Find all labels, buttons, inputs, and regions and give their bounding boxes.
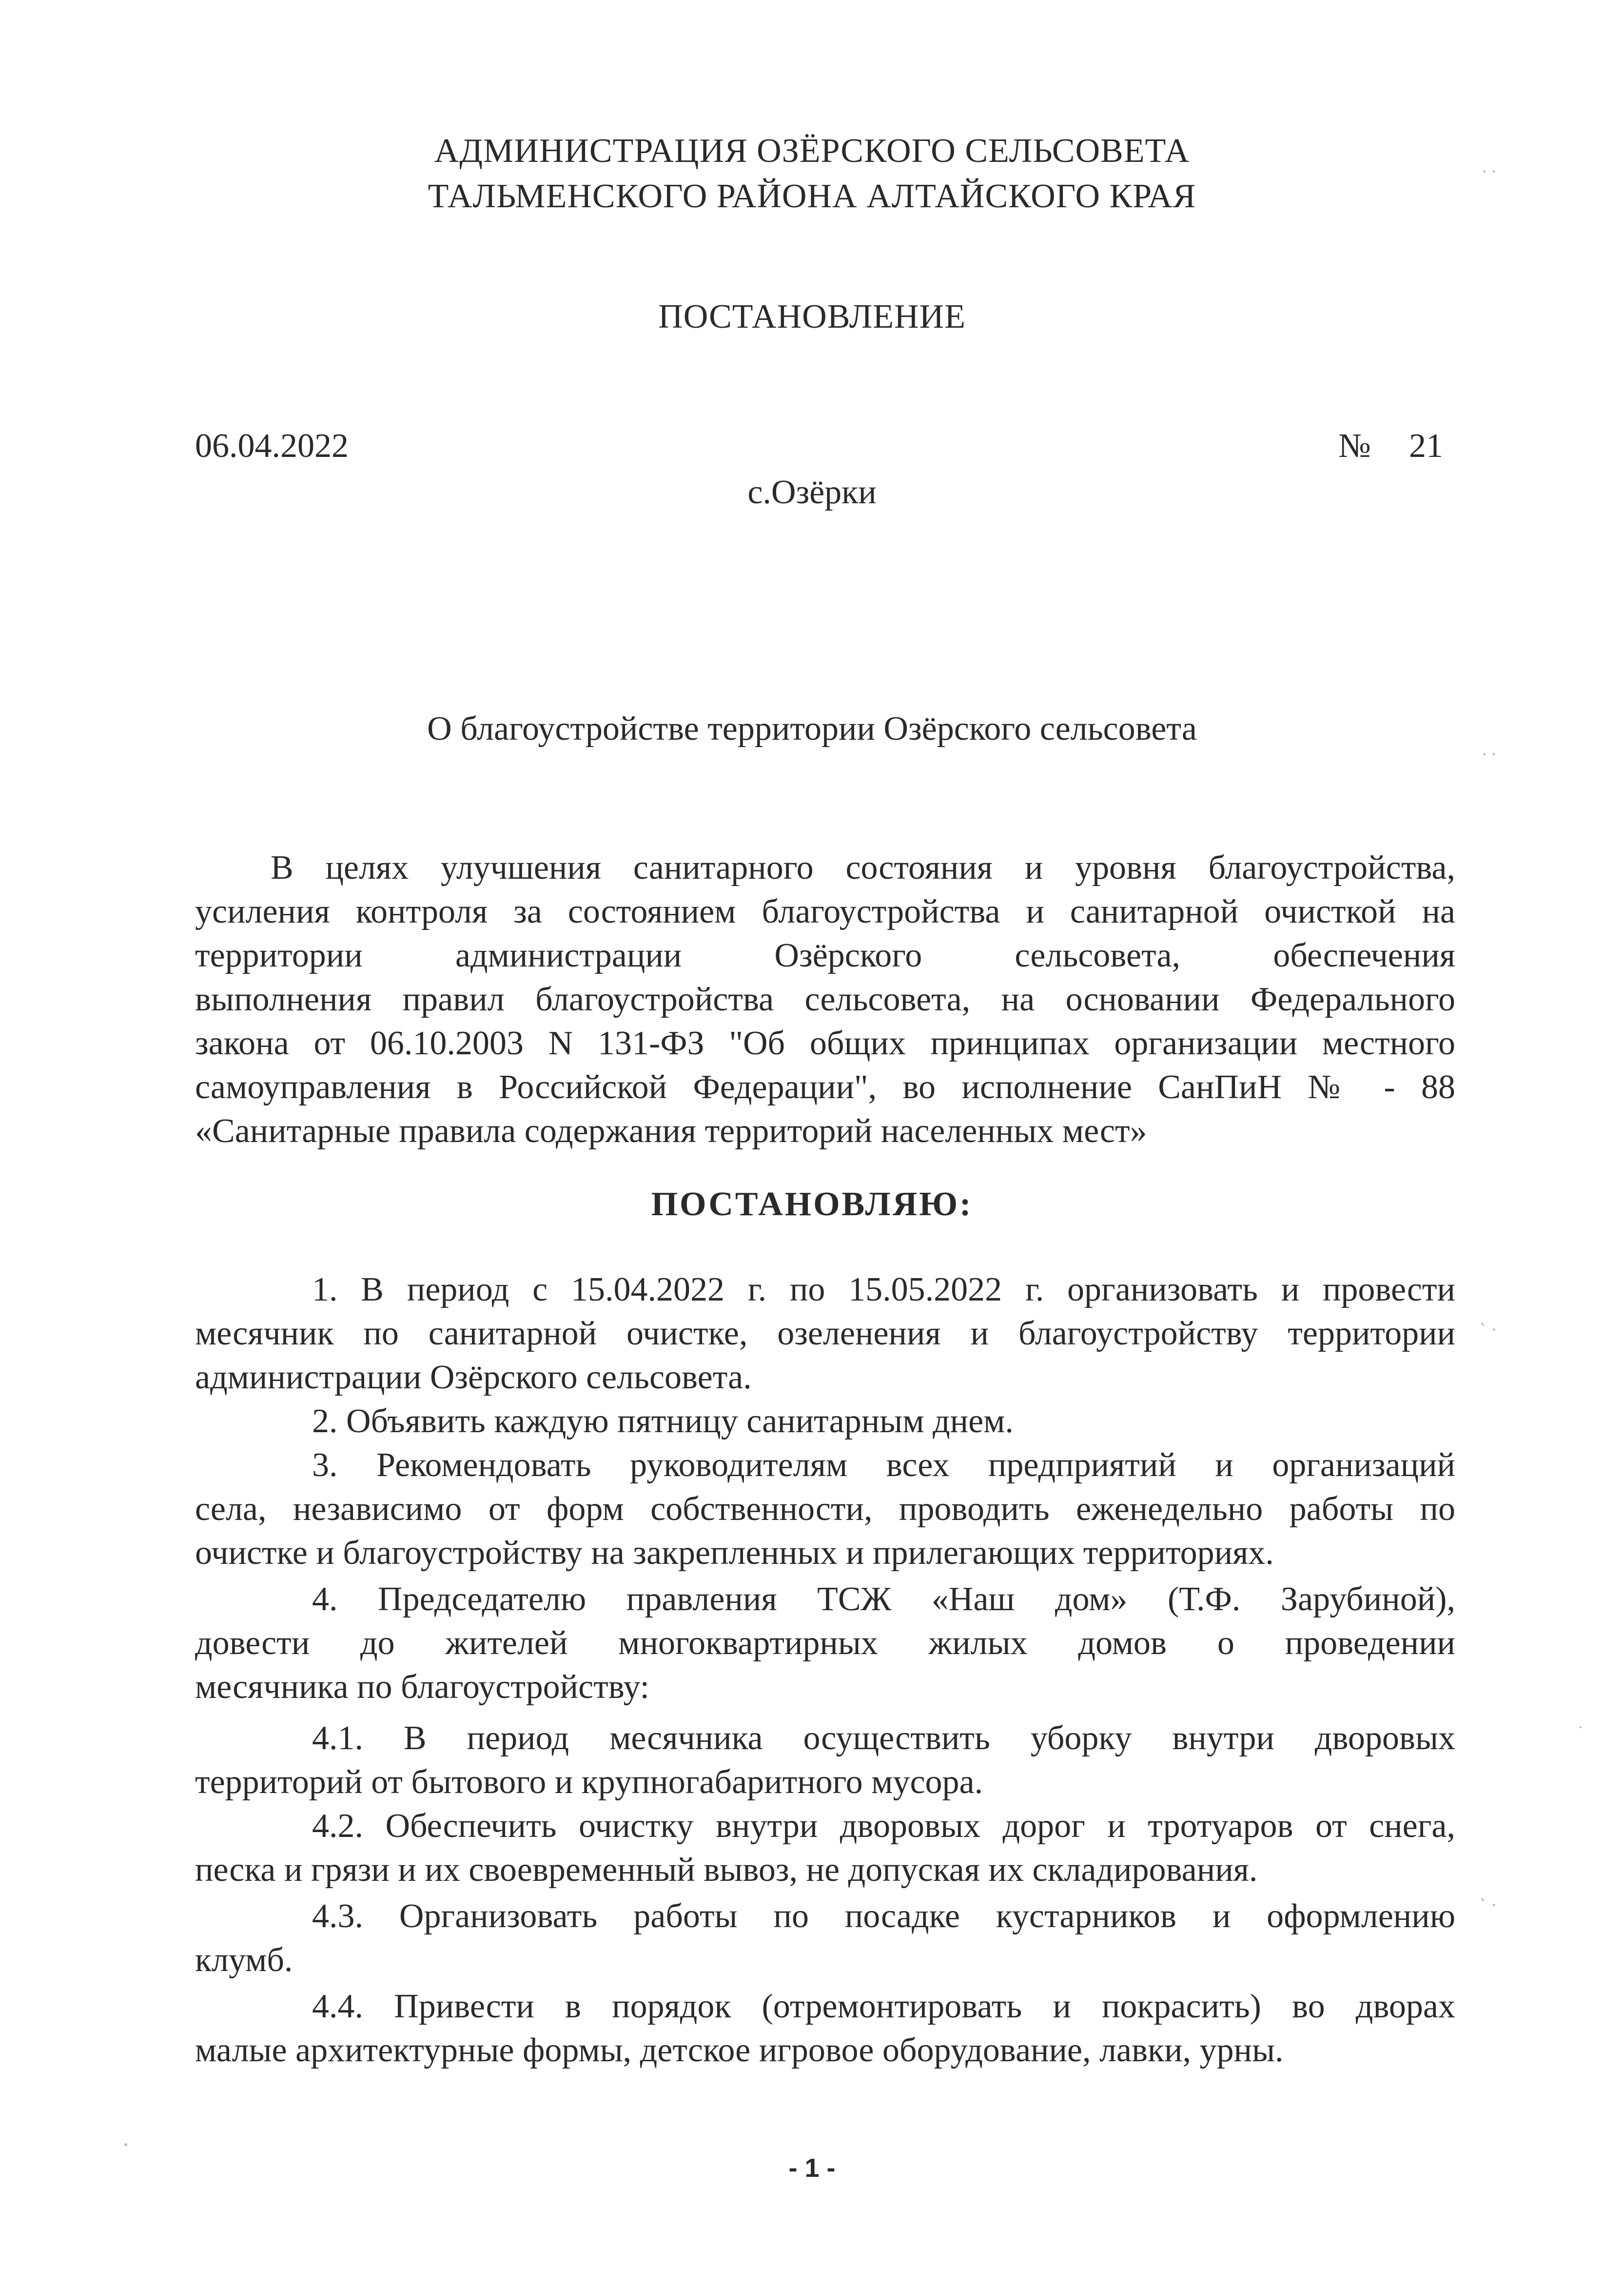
item-4-1-line: 4.1. В период месячника осуществить уборку внутри дворовых bbox=[312, 1719, 1455, 1757]
item-4-3-line: клумб. bbox=[195, 1941, 293, 1979]
item-4-2-line: песка и грязи и их своевременный вывоз, не допуская их складирования. bbox=[195, 1851, 1258, 1889]
scan-artifact: · · bbox=[1482, 163, 1496, 180]
item-4-line: 4. Председателю правления ТСЖ «Наш дом» (Т.Ф. Зарубиной), bbox=[312, 1580, 1455, 1618]
scan-speck bbox=[124, 2143, 127, 2146]
preamble-line: выполнения правил благоустройства сельсовета, на основании Федерального bbox=[195, 981, 1455, 1018]
page-number: - 1 - bbox=[788, 2153, 836, 2183]
item-4-2-line: 4.2. Обеспечить очистку внутри дворовых дорог и тротуаров от снега, bbox=[312, 1807, 1455, 1845]
org-name-line-1: АДМИНИСТРАЦИЯ ОЗЁРСКОГО СЕЛЬСОВЕТА bbox=[434, 132, 1190, 170]
item-4-1-line: территорий от бытового и крупногабаритного мусора. bbox=[195, 1763, 983, 1801]
item-4-4-line: 4.4. Привести в порядок (отремонтировать и покрасить) во дворах bbox=[312, 1988, 1455, 2025]
document-place: с.Озёрки bbox=[747, 474, 877, 511]
preamble-line: «Санитарные правила содержания территорий населенных мест» bbox=[195, 1112, 1147, 1150]
scan-artifact: ` · bbox=[1480, 1322, 1497, 1339]
item-1-line: администрации Озёрского сельсовета. bbox=[195, 1359, 752, 1396]
item-2: 2. Объявить каждую пятницу санитарным днем. bbox=[312, 1402, 1014, 1440]
resolve-heading: ПОСТАНОВЛЯЮ: bbox=[651, 1185, 973, 1223]
item-3-line: 3. Рекомендовать руководителям всех предприятий и организаций bbox=[312, 1446, 1455, 1484]
item-1-line: месячник по санитарной очистке, озеленения и благоустройству территории bbox=[195, 1315, 1455, 1352]
preamble-line: закона от 06.10.2003 N 131-ФЗ "Об общих принципах организации местного bbox=[195, 1025, 1455, 1062]
document-date: 06.04.2022 bbox=[195, 427, 349, 465]
scan-speck bbox=[1580, 1726, 1582, 1728]
org-name-line-2: ТАЛЬМЕНСКОГО РАЙОНА АЛТАЙСКОГО КРАЯ bbox=[428, 178, 1196, 215]
item-4-4-line: малые архитектурные формы, детское игровое оборудование, лавки, урны. bbox=[195, 2032, 1284, 2069]
document-title: О благоустройстве территории Озёрского сельсовета bbox=[427, 710, 1197, 748]
item-4-line: месячника по благоустройству: bbox=[195, 1668, 649, 1706]
item-4-line: довести до жителей многоквартирных жилых домов о проведении bbox=[195, 1624, 1455, 1662]
document-number: 21 bbox=[1409, 427, 1443, 465]
item-1-line: 1. В период с 15.04.2022 г. по 15.05.2022 г. организовать и провести bbox=[312, 1271, 1455, 1308]
scan-artifact: ` · bbox=[1480, 1897, 1497, 1914]
document-type: ПОСТАНОВЛЕНИЕ bbox=[658, 298, 966, 335]
preamble-line: В целях улучшения санитарного состояния и уровня благоустройства, bbox=[271, 849, 1455, 887]
scan-artifact: · · bbox=[1482, 746, 1496, 763]
item-3-line: села, независимо от форм собственности, проводить еженедельно работы по bbox=[195, 1490, 1455, 1528]
preamble-line: территории администрации Озёрского сельсовета, обеспечения bbox=[195, 937, 1455, 974]
document-number-sign: № bbox=[1338, 427, 1371, 465]
preamble-line: самоуправления в Российской Федерации", во исполнение СанПиН № - 88 bbox=[195, 1068, 1455, 1106]
item-3-line: очистке и благоустройству на закрепленных и прилегающих территориях. bbox=[195, 1534, 1274, 1572]
preamble-line: усиления контроля за состоянием благоустройства и санитарной очисткой на bbox=[195, 893, 1455, 930]
item-4-3-line: 4.3. Организовать работы по посадке кустарников и оформлению bbox=[312, 1897, 1455, 1935]
